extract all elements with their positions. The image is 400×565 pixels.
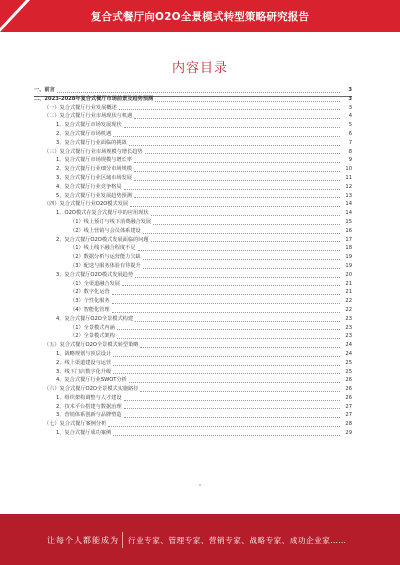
- toc-entry[interactable]: [34, 156, 352, 165]
- toc-entry[interactable]: [34, 306, 352, 315]
- toc-entry[interactable]: [34, 200, 352, 209]
- toc-entry[interactable]: [34, 174, 352, 183]
- toc-leader-dots: [113, 373, 340, 374]
- toc-entry-label: 1、复合式餐厅市场规模与增长率: [56, 157, 132, 164]
- toc-entry-label: 2、复合式餐厅行业细分市场规模: [56, 166, 132, 173]
- toc-entry-page: 17: [345, 236, 352, 243]
- toc-entry-label: （七）复合式餐厅案例分析: [44, 421, 107, 428]
- toc-entry-label: （五）复合式餐厅O2O全景模式转型策略: [44, 342, 139, 349]
- toc-leader-dots: [130, 206, 340, 207]
- toc-leader-dots: [124, 408, 340, 409]
- toc-entry-label: （2）数字化运营: [70, 289, 110, 296]
- toc-heading: 内容目录: [171, 61, 228, 76]
- toc-entry-label: （2）数据分析与运营能力欠缺: [70, 254, 141, 261]
- toc-entry-page: 11: [345, 174, 352, 181]
- toc-leader-dots: [135, 321, 340, 322]
- toc-entry-page: 23: [345, 324, 352, 331]
- toc-entry-page: 6: [348, 130, 352, 137]
- page-marker: [199, 484, 201, 486]
- toc-entry[interactable]: [34, 104, 352, 113]
- toc-entry-page: 19: [345, 262, 352, 269]
- toc-entry[interactable]: [34, 95, 352, 104]
- toc-entry[interactable]: [34, 209, 352, 218]
- toc-leader-dots: [113, 365, 340, 366]
- toc-leader-dots: [117, 338, 340, 339]
- toc-entry-page: 3: [348, 87, 352, 93]
- toc-entry-page: 26: [345, 394, 352, 401]
- toc-entry-page: 13: [345, 192, 352, 199]
- toc-entry-label: 3、复合式餐厅O2O模式发展趋势: [56, 271, 134, 278]
- toc-entry-page: 5: [348, 122, 352, 129]
- toc-leader-dots: [135, 277, 340, 278]
- toc-entry-label: 2、复合式餐厅市场机遇: [56, 130, 112, 137]
- toc-leader-dots: [113, 435, 340, 436]
- toc-entry[interactable]: [34, 244, 352, 253]
- toc-leader-dots: [124, 189, 340, 190]
- toc-entry-label: （3）配送与服务体验有待提升: [70, 262, 141, 269]
- toc-leader-dots: [145, 153, 340, 154]
- toc-entry-label: 3、营销体系创新与品牌塑造: [56, 412, 122, 419]
- toc-leader-dots: [134, 180, 340, 181]
- toc-entry-page: 16: [345, 227, 352, 234]
- toc-leader-dots: [124, 417, 340, 418]
- toc-entry[interactable]: [34, 297, 352, 306]
- toc-leader-dots: [151, 215, 340, 216]
- toc-entry-page: 22: [345, 306, 352, 313]
- toc-entry[interactable]: [34, 394, 352, 403]
- toc-entry[interactable]: [34, 236, 352, 245]
- toc-entry-page: 24: [345, 342, 352, 349]
- toc-entry-page: 23: [345, 333, 352, 340]
- toc-leader-dots: [112, 303, 340, 304]
- toc-entry-label: 4、复合式餐厅O2O全景模式构建: [56, 315, 134, 322]
- toc-leader-dots: [112, 294, 340, 295]
- toc-entry-label: （六）复合式餐厅O2O全景模式实施路径: [44, 386, 139, 393]
- toc-entry[interactable]: [34, 376, 352, 385]
- toc-entry[interactable]: [34, 139, 352, 148]
- toc-entry-label: 4、复合式餐厅行业竞争格局: [56, 183, 122, 190]
- toc-entry-label: （1）全景模式内涵: [70, 324, 115, 331]
- toc-entry-page: 25: [345, 359, 352, 366]
- footer-slogan-right: 行业专家、管理专家、营销专家、战略专家、成功企业家……: [128, 536, 347, 545]
- toc-leader-dots: [155, 101, 340, 102]
- toc-entry-label: 1、组织架构调整与人才建设: [56, 394, 122, 401]
- toc-entry[interactable]: [34, 403, 352, 412]
- footer-slogan-left: 让每个人都能成为: [47, 536, 119, 545]
- toc-entry-label: 1、复合式餐厅成功案例: [56, 430, 112, 437]
- toc-entry-page: 25: [345, 368, 352, 375]
- toc-entry[interactable]: [34, 341, 352, 350]
- toc-entry-label: （4）智能化管理: [70, 306, 110, 313]
- toc-entry-label: （3）个性化服务: [70, 298, 110, 305]
- toc-entry-page: 23: [345, 315, 352, 322]
- toc-entry-label: （1）全渠道融合发展: [70, 280, 120, 287]
- toc-leader-dots: [134, 118, 340, 119]
- toc-entry-label: 2、复合式餐厅O2O模式发展面临的问题: [56, 236, 149, 243]
- toc-entry[interactable]: [34, 429, 352, 438]
- table-of-contents: [34, 86, 352, 438]
- toc-leader-dots: [119, 109, 340, 110]
- toc-leader-dots: [143, 233, 340, 234]
- toc-leader-dots: [153, 224, 340, 225]
- toc-entry-label: （一）复合式餐厅行业发展概述: [44, 104, 117, 111]
- toc-leader-dots: [138, 250, 340, 251]
- toc-entry-label: 2、技术平台搭建与数据治理: [56, 403, 122, 410]
- toc-entry-page: 14: [345, 210, 352, 217]
- toc-entry-label: 4、复合式餐厅行业SWOT分析: [56, 377, 127, 384]
- toc-entry[interactable]: [34, 359, 352, 368]
- toc-entry-label: 二、2023-2028年复合式餐厅市场前景及趋势预测: [34, 95, 154, 102]
- toc-leader-dots: [117, 329, 340, 330]
- toc-entry[interactable]: [34, 253, 352, 262]
- toc-entry-page: 27: [345, 403, 352, 410]
- toc-entry[interactable]: [34, 385, 352, 394]
- toc-leader-dots: [113, 136, 340, 137]
- toc-entry[interactable]: [34, 420, 352, 429]
- toc-entry-page: 12: [345, 183, 352, 190]
- toc-entry[interactable]: [34, 262, 352, 271]
- toc-leader-dots: [143, 259, 340, 260]
- toc-entry-label: 1、O2O模式在复合式餐厅中的应用现状: [56, 210, 149, 217]
- toc-entry[interactable]: [34, 183, 352, 192]
- toc-entry-label: 3、复合式餐厅行业区域市场发展: [56, 174, 132, 181]
- toc-entry-page: 10: [345, 166, 352, 173]
- toc-leader-dots: [57, 92, 340, 93]
- toc-leader-dots: [134, 197, 340, 198]
- toc-entry-label: 1、战略规划与顶层设计: [56, 350, 112, 357]
- toc-entry[interactable]: [34, 315, 352, 324]
- toc-leader-dots: [151, 241, 340, 242]
- toc-entry-label: （2）线上营销与会员体系建设: [70, 227, 141, 234]
- toc-entry[interactable]: [34, 121, 352, 130]
- toc-entry[interactable]: [34, 411, 352, 420]
- toc-entry-page: 27: [345, 412, 352, 419]
- toc-leader-dots: [124, 400, 340, 401]
- toc-entry-label: 5、复合式餐厅行业发展趋势预测: [56, 192, 132, 199]
- toc-entry-page: 26: [345, 386, 352, 393]
- toc-entry-page: 3: [348, 95, 352, 102]
- toc-entry-label: （1）线上预订与线下消费融合发展: [70, 218, 152, 225]
- toc-entry[interactable]: [34, 165, 352, 174]
- toc-entry-label: 3、复合式餐厅行业面临的挑战: [56, 139, 127, 146]
- toc-leader-dots: [143, 268, 340, 269]
- toc-entry-label: 一、前言: [34, 87, 55, 93]
- toc-entry-page: 22: [345, 298, 352, 305]
- toc-entry[interactable]: [34, 130, 352, 139]
- toc-entry-label: 3、线下门店数字化升级: [56, 368, 112, 375]
- toc-entry-page: 21: [345, 280, 352, 287]
- toc-entry-label: （1）线上线下融合程度不足: [70, 245, 136, 252]
- toc-entry[interactable]: [34, 332, 352, 341]
- toc-entry-label: （四）复合式餐厅行业O2O模式发展: [44, 201, 129, 208]
- toc-entry[interactable]: [34, 368, 352, 377]
- toc-entry-page: 7: [348, 139, 352, 146]
- toc-entry-label: 2、线上渠道建设与运营: [56, 359, 112, 366]
- toc-entry-page: 14: [345, 201, 352, 208]
- toc-entry-label: 1、复合式餐厅市场发展现状: [56, 122, 122, 129]
- toc-entry[interactable]: [34, 148, 352, 157]
- toc-entry-page: 8: [348, 148, 352, 155]
- toc-entry-page: 21: [345, 289, 352, 296]
- toc-entry[interactable]: [34, 324, 352, 333]
- toc-entry-label: （三）复合式餐厅行业市场规模与增长趋势: [44, 148, 143, 155]
- toc-entry-label: （2）全景模式架构: [70, 333, 115, 340]
- report-title: 复合式餐厅向O2O全景模式转型策略研究报告: [90, 11, 310, 23]
- toc-leader-dots: [140, 391, 340, 392]
- toc-entry-page: 28: [345, 421, 352, 428]
- header-banner: [0, 0, 400, 32]
- toc-entry-page: 29: [345, 430, 352, 437]
- toc-entry[interactable]: [34, 112, 352, 121]
- toc-entry-page: 3: [348, 104, 352, 111]
- toc-entry[interactable]: [34, 280, 352, 289]
- toc-entry-page: 18: [345, 245, 352, 252]
- footer-banner: [0, 514, 400, 565]
- toc-entry-page: 24: [345, 350, 352, 357]
- toc-entry[interactable]: [34, 288, 352, 297]
- toc-entry-page: 9: [348, 157, 352, 164]
- toc-entry-page: 20: [345, 271, 352, 278]
- toc-entry[interactable]: [34, 86, 352, 95]
- toc-leader-dots: [140, 347, 340, 348]
- toc-leader-dots: [112, 312, 340, 313]
- toc-entry[interactable]: [34, 227, 352, 236]
- toc-entry-page: 4: [348, 113, 352, 120]
- toc-leader-dots: [129, 145, 340, 146]
- toc-leader-dots: [134, 162, 340, 163]
- toc-entry[interactable]: [34, 350, 352, 359]
- footer-separator: [122, 532, 123, 548]
- toc-leader-dots: [134, 171, 340, 172]
- toc-leader-dots: [129, 382, 340, 383]
- toc-entry[interactable]: [34, 271, 352, 280]
- toc-leader-dots: [124, 127, 340, 128]
- toc-entry-label: （二）复合式餐厅行业市场现状与机遇: [44, 113, 133, 120]
- toc-leader-dots: [122, 285, 340, 286]
- toc-entry-page: 15: [345, 218, 352, 225]
- toc-leader-dots: [108, 426, 340, 427]
- toc-entry-page: 26: [345, 377, 352, 384]
- toc-leader-dots: [113, 356, 340, 357]
- toc-entry[interactable]: [34, 192, 352, 201]
- toc-entry[interactable]: [34, 218, 352, 227]
- toc-entry-page: 19: [345, 254, 352, 261]
